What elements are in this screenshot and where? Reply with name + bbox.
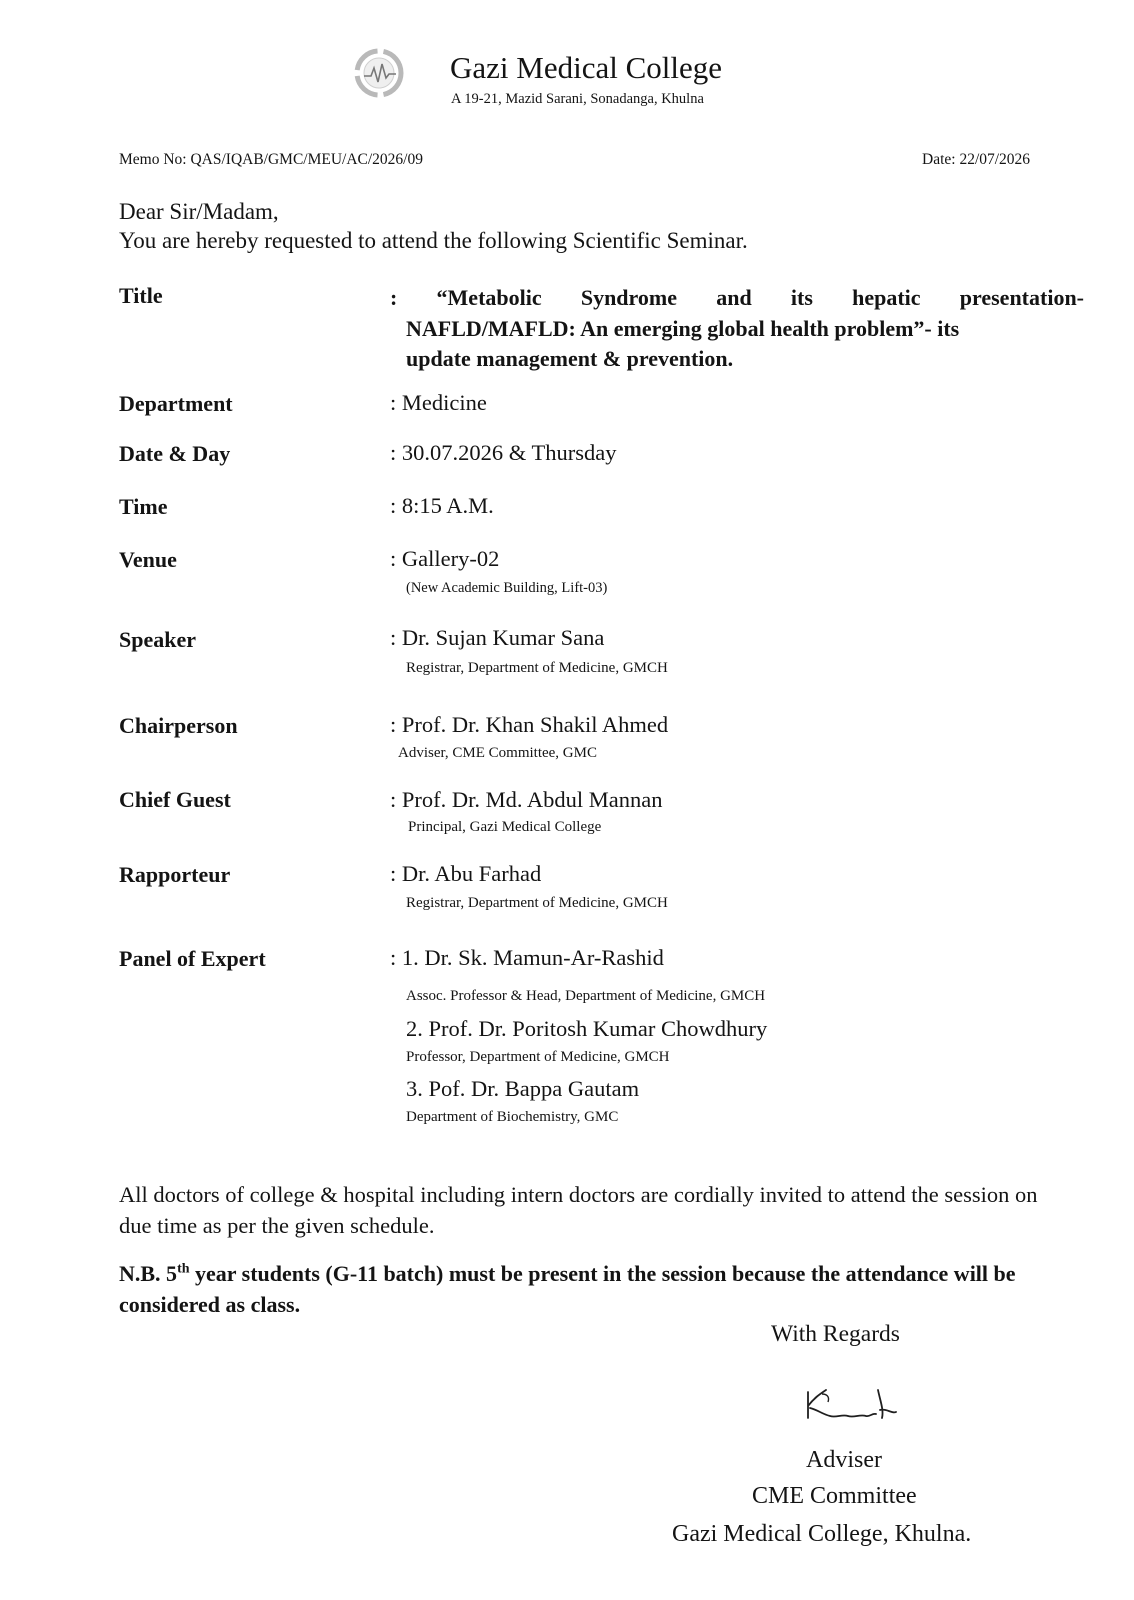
time-label: Time: [119, 494, 168, 519]
rapporteur-sub: Registrar, Department of Medicine, GMCH: [406, 895, 668, 911]
college-logo-icon: [352, 46, 408, 100]
time-value: : 8:15 A.M.: [390, 493, 494, 518]
signatory-committee: CME Committee: [752, 1483, 917, 1509]
memo-date: Date: 22/07/2026: [922, 151, 1031, 168]
invitation-text: All doctors of college & hospital including intern doctors are cordially invited to attend the session on due time as per the given schedule.: [119, 1182, 1038, 1238]
speaker-value: : Dr. Sujan Kumar Sana: [390, 625, 605, 650]
signatory-title: Adviser: [806, 1447, 882, 1473]
panel-label: Panel of Expert: [119, 946, 266, 971]
venue-value: : Gallery-02: [390, 546, 500, 571]
panel-member-2: 2. Prof. Dr. Poritosh Kumar Chowdhury: [406, 1016, 768, 1041]
signatory-institution: Gazi Medical College, Khulna.: [672, 1521, 972, 1547]
panel-member-3: 3. Pof. Dr. Bappa Gautam: [406, 1076, 640, 1101]
request-text: You are hereby requested to attend the following Scientific Seminar.: [119, 228, 748, 253]
regards-text: With Regards: [771, 1321, 900, 1347]
title-label: Title: [119, 283, 163, 308]
panel-member-3-role: Department of Biochemistry, GMC: [406, 1109, 619, 1125]
venue-sub: (New Academic Building, Lift-03): [406, 580, 608, 596]
college-address: A 19-21, Mazid Sarani, Sonadanga, Khulna: [451, 91, 704, 107]
chief-guest-sub: Principal, Gazi Medical College: [408, 819, 602, 835]
nb-superscript: th: [177, 1261, 190, 1277]
panel-member-1-role: Assoc. Professor & Head, Department of Medicine, GMCH: [406, 988, 766, 1004]
rapporteur-value: : Dr. Abu Farhad: [390, 861, 542, 886]
department-label: Department: [119, 391, 233, 416]
seminar-title: [390, 283, 1084, 375]
rapporteur-label: Rapporteur: [119, 862, 231, 887]
date-day-value: : 30.07.2026 & Thursday: [390, 440, 617, 465]
venue-label: Venue: [119, 547, 177, 572]
seminar-title-line-3: update management & prevention.: [406, 346, 734, 371]
chairperson-sub: Adviser, CME Committee, GMC: [398, 745, 597, 761]
signature-icon: [800, 1380, 910, 1430]
nb-note: [119, 1258, 1079, 1320]
chief-guest-label: Chief Guest: [119, 787, 231, 812]
salutation: Dear Sir/Madam,: [119, 199, 279, 224]
panel-member-1: : 1. Dr. Sk. Mamun-Ar-Rashid: [390, 945, 664, 970]
speaker-sub: Registrar, Department of Medicine, GMCH: [406, 660, 668, 676]
college-name: Gazi Medical College: [450, 50, 723, 85]
seminar-title-line-2: NAFLD/MAFLD: An emerging global health problem”- its: [406, 315, 960, 341]
department-value: : Medicine: [390, 390, 487, 415]
nb-prefix: N.B. 5: [119, 1261, 178, 1286]
date-day-label: Date & Day: [119, 441, 231, 466]
seminar-title-line-1: : “Metabolic Syndrome and its hepatic presentation-: [390, 285, 1084, 310]
nb-rest: year students (G-11 batch) must be present in the session because the attendance will be considered as class.: [119, 1261, 1016, 1317]
chief-guest-value: : Prof. Dr. Md. Abdul Mannan: [390, 787, 663, 812]
chairperson-label: Chairperson: [119, 713, 238, 738]
speaker-label: Speaker: [119, 627, 196, 652]
panel-member-2-role: Professor, Department of Medicine, GMCH: [406, 1049, 670, 1065]
chairperson-value: : Prof. Dr. Khan Shakil Ahmed: [390, 712, 669, 737]
memo-number: Memo No: QAS/IQAB/GMC/MEU/AC/2026/09: [119, 151, 423, 168]
